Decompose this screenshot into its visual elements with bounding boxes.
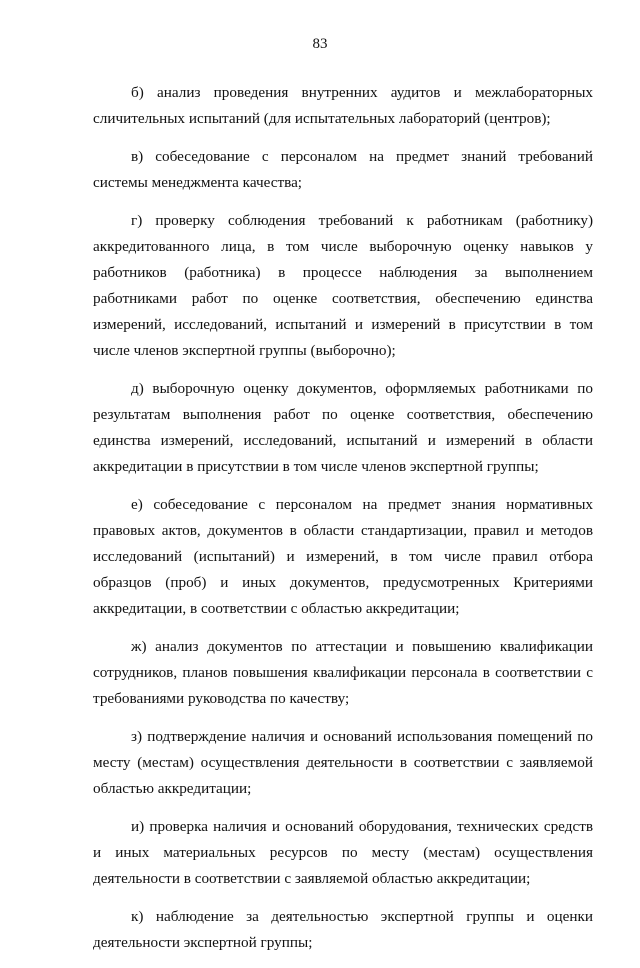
document-body <box>93 80 593 968</box>
paragraph-d: д) выборочную оценку документов, оформляемых работниками по результатам выполнения работ по оценке соответствия, обеспечению единства измерений, исследований, испытаний и измерений в области аккредитации в присутствии в том числе членов экспертной группы; <box>93 380 593 475</box>
paragraph-k: к) наблюдение за деятельностью экспертной группы и оценки деятельности экспертной группы; <box>93 908 593 951</box>
paragraph-e: е) собеседование с персоналом на предмет знания нормативных правовых актов, документов в области стандартизации, правил и методов исследований (испытаний) и измерений, в том числе правил отбора образцов (проб) и иных документов, предусмотренных Критериями аккредитации, в соответствии с областью аккредитации; <box>93 496 593 617</box>
paragraph-z: з) подтверждение наличия и оснований использования помещений по месту (местам) осуществления деятельности в соответствии с заявляемой областью аккредитации; <box>93 728 593 797</box>
paragraph-v: в) собеседование с персоналом на предмет знаний требований системы менеджмента качества; <box>93 148 593 191</box>
paragraph-zh: ж) анализ документов по аттестации и повышению квалификации сотрудников, планов повышения квалификации персонала в соответствии с требованиями руководства по качеству; <box>93 638 593 707</box>
paragraph-i: и) проверка наличия и оснований оборудования, технических средств и иных материальных ресурсов по месту (местам) осуществления деятельности в соответствии с заявляемой областью аккредитации; <box>93 818 593 887</box>
paragraph-b: б) анализ проведения внутренних аудитов и межлабораторных сличительных испытаний (для испытательных лабораторий (центров); <box>93 84 593 127</box>
page-number: 83 <box>312 36 328 52</box>
paragraph-g: г) проверку соблюдения требований к работникам (работнику) аккредитованного лица, в том числе выборочную оценку навыков у работников (работника) в процессе наблюдения за выполнением работниками работ по оценке соответствия, обеспечению единства измерений, исследований, испытаний и измерений в присутствии в том числе членов экспертной группы (выборочно); <box>93 212 593 359</box>
